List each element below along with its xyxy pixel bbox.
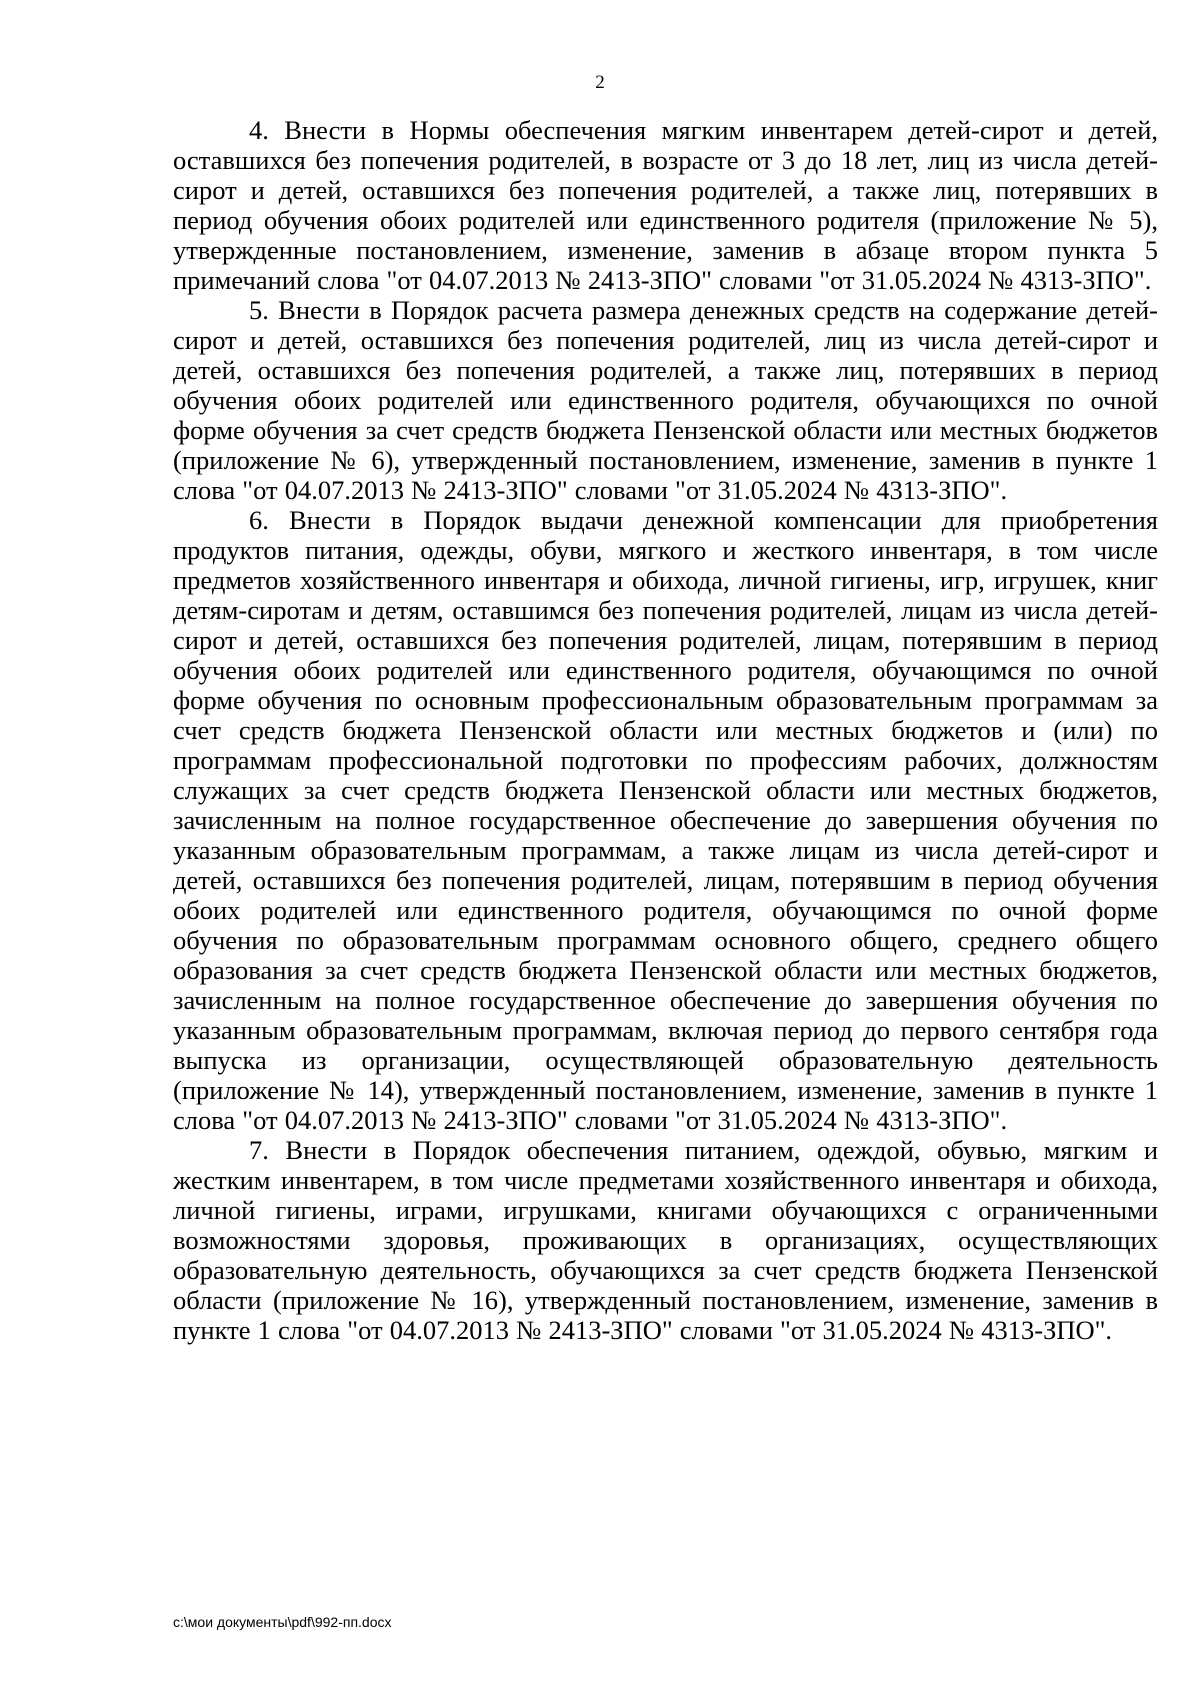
footer-file-path: c:\мои документы\pdf\992-пп.docx bbox=[173, 1614, 392, 1630]
paragraph-7: 7. Внести в Порядок обеспечения питанием, одеждой, обувью, мягким и жестким инвентарем, в том числе предметами хозяйственного инвентаря и обихода, личной гигиены, играми, игрушками, книгами обучающихся с ограниченными возможностями здоровья, проживающих в организациях, осуществляющих образовательную деятельность, обучающихся за счет средств бюджета Пензенской области (приложение № 16), утвержденный постановлением, изменение, заменив в пункте 1 слова "от 04.07.2013 № 2413-ЗПО" словами "от 31.05.2024 № 4313-ЗПО". bbox=[173, 1135, 1158, 1345]
page-number: 2 bbox=[595, 72, 605, 93]
paragraph-4: 4. Внести в Нормы обеспечения мягким инвентарем детей-сирот и детей, оставшихся без попечения родителей, в возрасте от 3 до 18 лет, лиц из числа детей-сирот и детей, оставшихся без попечения родителей, а также лиц, потерявших в период обучения обоих родителей или единственного родителя (приложение № 5), утвержденные постановлением, изменение, заменив в абзаце втором пункта 5 примечаний слова "от 04.07.2013 № 2413-ЗПО" словами "от 31.05.2024 № 4313-ЗПО". bbox=[173, 115, 1158, 295]
document-body bbox=[173, 115, 1158, 1345]
paragraph-6: 6. Внести в Порядок выдачи денежной компенсации для приобретения продуктов питания, одежды, обуви, мягкого и жесткого инвентаря, в том числе предметов хозяйственного инвентаря и обихода, личной гигиены, игр, игрушек, книг детям-сиротам и детям, оставшимся без попечения родителей, лицам из числа детей-сирот и детей, оставшихся без попечения родителей, лицам, потерявшим в период обучения обоих родителей или единственного родителя, обучающимся по очной форме обучения по основным профессиональным образовательным программам за счет средств бюджета Пензенской области или местных бюджетов и (или) по программам профессиональной подготовки по профессиям рабочих, должностям служащих за счет средств бюджета Пензенской области или местных бюджетов, зачисленным на полное государственное обеспечение до завершения обучения по указанным образовательным программам, а также лицам из числа детей-сирот и детей, оставшихся без попечения родителей, лицам, потерявшим в период обучения обоих родителей или единственного родителя, обучающимся по очной форме обучения по образовательным программам основного общего, среднего общего образования за счет средств бюджета Пензенской области или местных бюджетов, зачисленным на полное государственное обеспечение до завершения обучения по указанным образовательным программам, включая период до первого сентября года выпуска из организации, осуществляющей образовательную деятельность (приложение № 14), утвержденный постановлением, изменение, заменив в пункте 1 слова "от 04.07.2013 № 2413-ЗПО" словами "от 31.05.2024 № 4313-ЗПО". bbox=[173, 505, 1158, 1135]
paragraph-5: 5. Внести в Порядок расчета размера денежных средств на содержание детей-сирот и детей, оставшихся без попечения родителей, лиц из числа детей-сирот и детей, оставшихся без попечения родителей, а также лиц, потерявших в период обучения обоих родителей или единственного родителя, обучающихся по очной форме обучения за счет средств бюджета Пензенской области или местных бюджетов (приложение № 6), утвержденный постановлением, изменение, заменив в пункте 1 слова "от 04.07.2013 № 2413-ЗПО" словами "от 31.05.2024 № 4313-ЗПО". bbox=[173, 295, 1158, 505]
